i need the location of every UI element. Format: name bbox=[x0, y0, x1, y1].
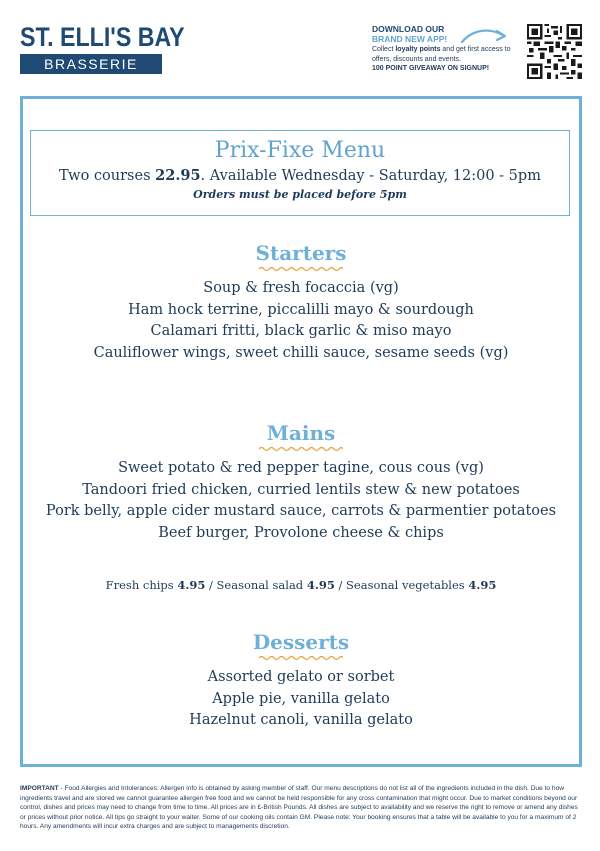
promo-text: Collect loyalty points and get first access to offers, discounts and events. bbox=[372, 46, 511, 63]
menu-item: Cauliflower wings, sweet chilli sauce, sesame seeds (vg) bbox=[93, 344, 509, 361]
menu-item: Pork belly, apple cider mustard sauce, carrots & parmentier potatoes bbox=[45, 503, 557, 520]
squiggle-divider bbox=[259, 266, 343, 272]
mains-title: Mains bbox=[266, 421, 336, 445]
promo-line2: BRAND NEW APP! bbox=[372, 34, 448, 44]
menu-item: Assorted gelato or sorbet bbox=[207, 669, 395, 685]
allergy-disclaimer: IMPORTANT - Food Allergies and Intolerances: Allergen info is obtained by asking member of staff. Our menu descriptions do not list all of the ingredients included in the dish. Due to how ingredients travel and are stored we cannot guarantee allergen free food and we cannot be held responsible for any cross contamination that might occur. Due to market conditions beyond our control, dishes and prices may need to change from time to time. All prices are in £-British Pounds. All dishes are subject to availability and we reserve the right to remove or amend any dishes or prices without prior notice. All tips go straight to your waiter. Some of our cooking oils contain GM. Please note: Your booking ensures that a table will be available to you for a maximum of 2 hours. Any amendments will incur extra charges and are subject to managements discretion. bbox=[20, 785, 578, 831]
menu-subtitle: Two courses 22.95. Available Wednesday - Saturday, 12:00 - 5pm bbox=[59, 167, 541, 184]
brand-logo bbox=[20, 22, 185, 74]
squiggle-divider bbox=[259, 446, 343, 452]
menu-item: Tandoori fried chicken, curried lentils stew & new potatoes bbox=[82, 481, 520, 498]
brand-subtitle: BRASSERIE bbox=[20, 54, 162, 74]
menu-item: Beef burger, Provolone cheese & chips bbox=[158, 524, 444, 541]
brand-name: ST. ELLI'S BAY bbox=[20, 22, 185, 52]
arrow-icon bbox=[460, 26, 510, 48]
menu-item: Sweet potato & red pepper tagine, cous cous (vg) bbox=[118, 460, 484, 476]
promo-giveaway: 100 POINT GIVEAWAY ON SIGNUP! bbox=[372, 65, 490, 72]
menu-item: Calamari fritti, black garlic & miso mayo bbox=[150, 323, 452, 340]
menu-item: Apple pie, vanilla gelato bbox=[212, 690, 390, 707]
menu-item: Hazelnut canoli, vanilla gelato bbox=[189, 712, 413, 729]
starters-title: Starters bbox=[255, 241, 347, 265]
sides-line: Fresh chips 4.95 / Seasonal salad 4.95 / Seasonal vegetables 4.95 bbox=[105, 578, 497, 592]
starters-section bbox=[20, 241, 582, 364]
menu-item: Ham hock terrine, piccalilli mayo & sourdough bbox=[128, 301, 474, 318]
promo-line1: DOWNLOAD OUR bbox=[372, 24, 445, 34]
desserts-title: Desserts bbox=[252, 630, 350, 654]
menu-item: Soup & fresh focaccia (vg) bbox=[203, 280, 399, 296]
squiggle-divider bbox=[259, 655, 343, 661]
desserts-section bbox=[20, 630, 582, 732]
menu-price: 22.95 bbox=[155, 167, 201, 184]
prix-fixe-header bbox=[30, 130, 570, 216]
order-note: Orders must be placed before 5pm bbox=[193, 188, 407, 201]
mains-section bbox=[20, 421, 582, 544]
menu-title: Prix-Fixe Menu bbox=[214, 138, 386, 163]
qr-code-icon[interactable] bbox=[527, 24, 582, 79]
